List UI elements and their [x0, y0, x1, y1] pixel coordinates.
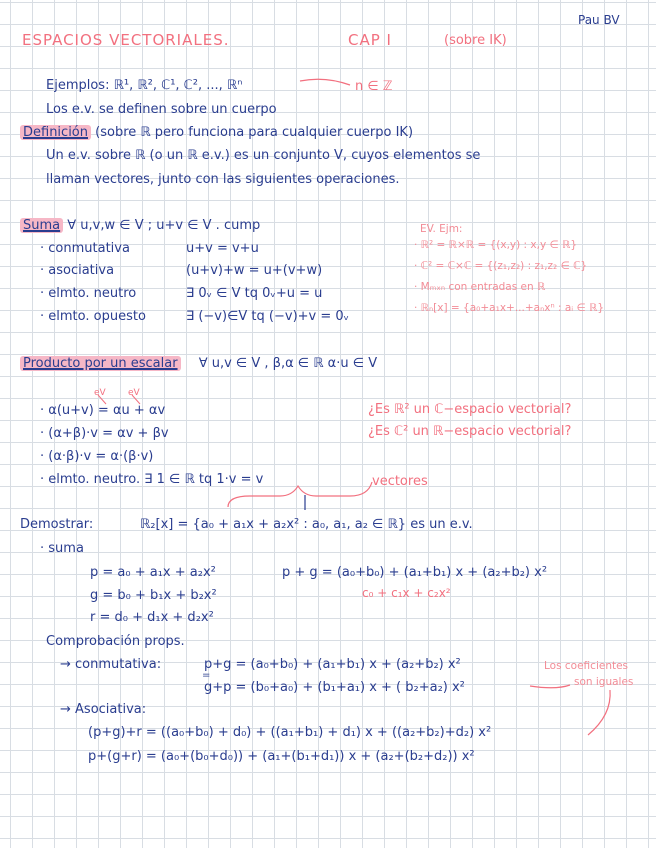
curved-arrow-icon	[588, 690, 610, 735]
comprobacion-label: Comprobación props.	[46, 634, 185, 649]
suma-prop-formula: (u+v)+w = u+(v+w)	[186, 263, 323, 278]
ev-mark: eV	[94, 388, 106, 398]
conmutativa-label: → conmutativa:	[60, 657, 162, 672]
equal-mark: =	[202, 670, 211, 681]
suma-prop-formula: u+v = v+u	[186, 241, 259, 256]
coefficient-terms: c₀ + c₁x + c₂x²	[362, 586, 451, 600]
r-definition: r = d₀ + d₁x + d₂x²	[90, 610, 214, 625]
g-definition: g = b₀ + b₁x + b₂x²	[90, 588, 217, 603]
note-line: Los coeficientes	[544, 660, 629, 672]
asociativa-line-2: p+(g+r) = (a₀+(b₀+d₀)) + (a₁+(b₁+d₁)) x + (a₂+(b₂+d₂)) x²	[88, 749, 475, 764]
vectores-brace-icon	[228, 482, 372, 507]
note-arrow-icon	[530, 685, 570, 688]
producto-prop: · (α+β)·v = αv + βv	[40, 426, 169, 441]
producto-prop: · α(u+v) = αu + αv	[40, 403, 166, 418]
demostrar-label: Demostrar:	[20, 517, 94, 532]
suma-prop-name: · elmto. opuesto	[40, 309, 146, 324]
chapter-label: CAP I	[348, 31, 392, 49]
suma-header-rest: ∀ u,v,w ∈ V ; u+v ∈ V . cump	[67, 218, 261, 233]
n-note: n ∈ ℤ	[355, 79, 393, 94]
ev-example-line: · ℝ² = ℝ×ℝ = {(x,y) : x,y ∈ ℝ}	[414, 239, 578, 251]
author-name: Pau BV	[578, 13, 620, 27]
producto-header-rest: ∀ u,v ∈ V , β,α ∈ ℝ α·u ∈ V	[198, 356, 378, 371]
p-definition: p = a₀ + a₁x + a₂x²	[90, 565, 216, 580]
suma-prop-name: · conmutativa	[40, 241, 130, 256]
asociativa-label: → Asociativa:	[60, 702, 147, 717]
note-line: son iguales	[574, 676, 634, 688]
definition-rest: (sobre ℝ pero funciona para cualquier cuerpo IK)	[95, 125, 414, 140]
conmutativa-line-2: g+p = (b₀+a₀) + (b₁+a₁) x + ( b₂+a₂) x²	[204, 680, 465, 695]
conmutativa-line-1: p+g = (a₀+b₀) + (a₁+b₁) x + (a₂+b₂) x²	[204, 657, 461, 672]
ev-examples-title: EV. Ejm:	[420, 223, 463, 235]
definition-label: Definición	[20, 125, 91, 140]
examples-line: Ejemplos: ℝ¹, ℝ², ℂ¹, ℂ², ..., ℝⁿ	[46, 78, 243, 93]
asociativa-line-1: (p+g)+r = ((a₀+b₀) + d₀) + ((a₁+b₁) + d₁) x + ((a₂+b₂)+d₂) x²	[88, 725, 492, 740]
ev-mark-arrow-icon	[98, 395, 106, 404]
suma-label: Suma	[20, 218, 63, 233]
ev-example-line: · Mₘₓₙ con entradas en ℝ	[414, 281, 546, 293]
question-line: ¿Es ℝ² un ℂ−espacio vectorial?	[368, 402, 572, 417]
producto-label: Producto por un escalar	[20, 356, 181, 371]
producto-prop: · elmto. neutro. ∃ 1 ∈ ℝ tq 1·v = v	[40, 472, 264, 487]
ev-mark: eV	[128, 388, 140, 398]
intro-line: Los e.v. se definen sobre un cuerpo	[46, 102, 277, 117]
ev-example-line: · ℝₙ[x] = {a₀+a₁x+...+aₙxⁿ : aᵢ ∈ ℝ}	[414, 302, 604, 314]
page-subtitle: (sobre IK)	[444, 33, 507, 48]
suma-prop-name: · elmto. neutro	[40, 286, 137, 301]
definition-line-2: llaman vectores, junto con las siguientes operaciones.	[46, 172, 400, 187]
question-line: ¿Es ℂ² un ℝ−espacio vectorial?	[368, 424, 572, 439]
page-title: ESPACIOS VECTORIALES.	[22, 31, 230, 49]
n-arrow-icon	[300, 79, 350, 85]
definition-line-1: Un e.v. sobre ℝ (o un ℝ e.v.) es un conjunto V, cuyos elementos se	[46, 148, 481, 163]
ev-mark-arrow-icon	[132, 395, 140, 404]
suma-prop-name: · asociativa	[40, 263, 115, 278]
vectores-label: vectores	[372, 474, 428, 489]
suma-prop-formula: ∃ (−v)∈V tq (−v)+v = 0ᵥ	[186, 309, 350, 324]
ev-example-line: · ℂ² = ℂ×ℂ = {(z₁,z₂) : z₁,z₂ ∈ ℂ}	[414, 260, 588, 272]
suma-sub-label: · suma	[40, 541, 84, 556]
p-plus-g: p + g = (a₀+b₀) + (a₁+b₁) x + (a₂+b₂) x²	[282, 565, 548, 580]
suma-prop-formula: ∃ 0ᵥ ∈ V tq 0ᵥ+u = u	[186, 286, 323, 301]
producto-prop: · (α·β)·v = α·(β·v)	[40, 449, 154, 464]
demostrar-statement: ℝ₂[x] = {a₀ + a₁x + a₂x² : a₀, a₁, a₂ ∈ ℝ} es un e.v.	[140, 517, 473, 532]
